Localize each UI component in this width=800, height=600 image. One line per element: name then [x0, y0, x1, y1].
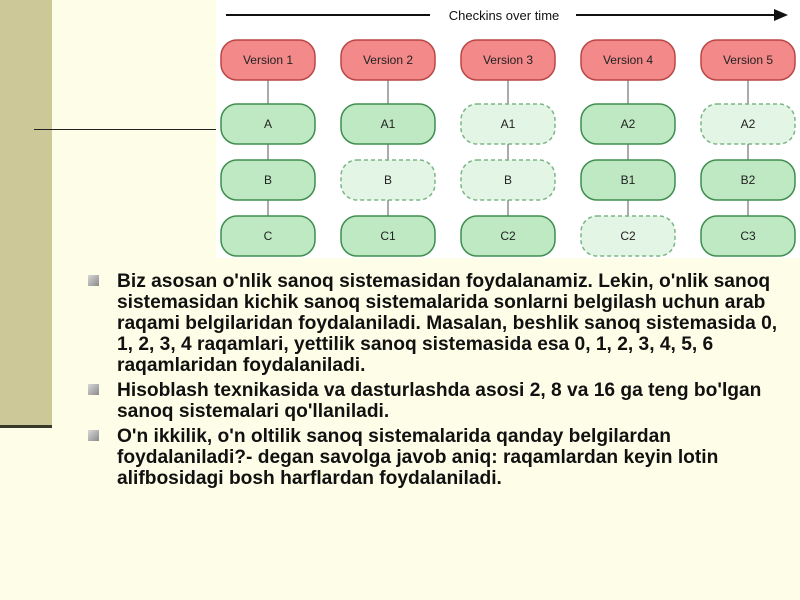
version-label: Version 2	[362, 53, 414, 68]
square-bullet-icon	[88, 430, 99, 441]
timeline-label: Checkins over time	[448, 8, 560, 23]
file-label: C1	[380, 229, 396, 244]
version-checkin-diagram	[216, 0, 800, 258]
square-bullet-icon	[88, 384, 99, 395]
bullet-item	[88, 380, 778, 422]
file-label: A2	[740, 117, 756, 132]
divider-line	[34, 129, 216, 130]
file-label: B1	[620, 173, 636, 188]
file-label: B	[503, 173, 513, 188]
version-label: Version 3	[482, 53, 534, 68]
left-bar-underline	[0, 425, 52, 428]
timeline-arrow-head	[774, 9, 788, 21]
bullet-item	[88, 271, 778, 376]
file-label: C2	[620, 229, 636, 244]
bullet-text: Biz asosan o'nlik sanoq sistemasidan foydalanamiz. Lekin, o'nlik sanoq sistemasidan kichik sanoq sistemalarida sonlarni belgilash uchun arab raqami belgilaridan foydalaniladi. Masalan, beshlik sanoq sistemasida 0, 1, 2, 3, 4 raqamlari, yettilik sanoq sistemasida esa 0, 1, 2, 3, 4, 5, 6 raqamlaridan foydalaniladi.	[117, 271, 778, 376]
bullet-text: O'n ikkilik, o'n oltilik sanoq sistemalarida qanday belgilardan foydalaniladi?- degan savolga javob aniq: raqamlardan keyin lotin alifbosidagi bosh harflardan foydalaniladi.	[117, 426, 719, 489]
bullet-item	[88, 426, 778, 489]
file-label: B	[383, 173, 393, 188]
version-label: Version 1	[242, 53, 294, 68]
file-label: A	[263, 117, 273, 132]
bullet-list	[88, 271, 778, 493]
file-label: B2	[740, 173, 756, 188]
file-label: B	[263, 173, 273, 188]
file-label: C2	[500, 229, 516, 244]
square-bullet-icon	[88, 275, 99, 286]
version-label: Version 5	[722, 53, 774, 68]
file-label: A2	[620, 117, 636, 132]
file-label: C3	[740, 229, 756, 244]
left-decorative-bar	[0, 0, 52, 425]
file-label: A1	[500, 117, 516, 132]
diagram-canvas	[216, 0, 800, 258]
version-label: Version 4	[602, 53, 654, 68]
file-label: A1	[380, 117, 396, 132]
file-label: C	[263, 229, 273, 244]
bullet-text: Hisoblash texnikasida va dasturlashda asosi 2, 8 va 16 ga teng bo'lgan sanoq sistemalari qo'llaniladi.	[117, 380, 762, 422]
